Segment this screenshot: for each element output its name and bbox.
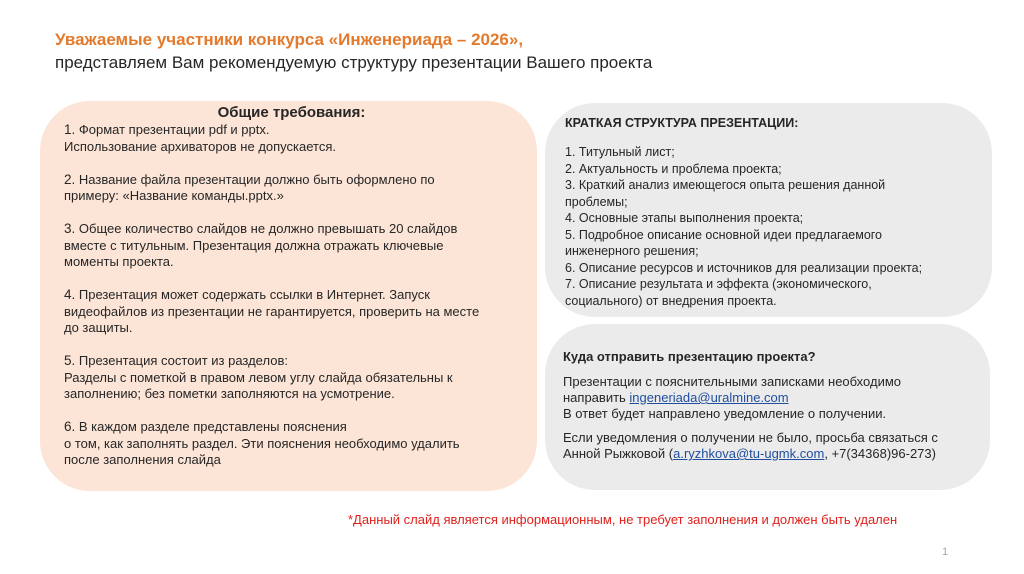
page-number: 1 [942, 546, 949, 558]
requirement-number: 5. [64, 353, 76, 368]
requirements-heading: Общие требования: [217, 104, 366, 121]
requirement-text: вместе с титульным. Презентация должна отражать ключевые [64, 237, 444, 253]
requirement-text: заполнению; без пометки заполняются на усмотрение. [64, 386, 395, 401]
structure-item: 7. Описание результата и эффекта (экономического, [565, 277, 872, 291]
requirements-panel [40, 101, 537, 491]
structure-title: КРАТКАЯ СТРУКТУРА ПРЕЗЕНТАЦИИ: [565, 116, 799, 130]
structure-item: инженерного решения; [565, 244, 699, 258]
requirement-text: Общее количество слайдов не должно превышать 20 слайдов [78, 221, 458, 236]
slide-subtitle: представляем Вам рекомендуемую структуру презентации Вашего проекта [55, 53, 653, 72]
requirements-list [64, 122, 517, 469]
requirement-line [64, 370, 517, 387]
slide-title: Уважаемые участники конкурса «Инженериада – 2026», [55, 30, 524, 49]
requirement-text: видеофайлов из презентации не гарантируется, проверить на месте [64, 303, 480, 319]
structure-panel [545, 103, 992, 317]
requirement-line [64, 287, 517, 304]
send-line [563, 390, 970, 406]
requirement-line [64, 172, 517, 189]
requirement-text: Презентация может содержать ссылки в Интернет. Запуск [78, 287, 430, 302]
send-line: Презентации с пояснительными записками необходимо [563, 374, 901, 389]
requirement-number: 1. [64, 122, 76, 137]
send-paragraph-2 [563, 430, 970, 462]
requirement-text: Название файла презентации должно быть оформлено по [78, 171, 435, 187]
requirement-line [64, 221, 517, 238]
requirement-line [64, 188, 517, 205]
email-link-ingeneriada[interactable]: ingeneriada@uralmine.com [629, 390, 789, 405]
requirement-text: после заполнения слайда [64, 452, 221, 467]
footnote: *Данный слайд является информационным, не требует заполнения и должен быть удален [348, 512, 898, 527]
structure-item: 5. Подробное описание основной идеи предлагаемого [565, 227, 883, 242]
structure-item: 2. Актуальность и проблема проекта; [565, 161, 782, 176]
structure-item: 3. Краткий анализ имеющегося опыта решения данной [565, 178, 886, 192]
send-text-prefix: Анной Рыжковой ( [563, 446, 674, 461]
requirement-item [64, 122, 517, 155]
send-line [563, 446, 970, 462]
requirement-line [64, 419, 517, 436]
requirement-text: о том, как заполнять раздел. Эти пояснения необходимо удалить [64, 435, 460, 451]
requirement-line [64, 304, 517, 321]
requirement-number: 4. [64, 287, 76, 302]
requirement-line [64, 353, 517, 370]
email-link-ryzhkova[interactable]: a.ryzhkova@tu-ugmk.com [673, 446, 825, 461]
requirement-text: Разделы с пометкой в правом левом углу слайда обязательны к [64, 369, 453, 385]
send-title: Куда отправить презентацию проекта? [563, 349, 816, 364]
send-paragraph-1 [563, 374, 970, 422]
requirement-text: до защиты. [64, 320, 133, 335]
requirement-item [64, 172, 517, 205]
send-line: В ответ будет направлено уведомление о получении. [563, 406, 887, 421]
requirement-item [64, 221, 517, 271]
requirement-text: Формат презентации pdf и pptx. [78, 122, 270, 137]
requirement-line [64, 122, 517, 139]
requirement-line [64, 139, 517, 156]
send-text-prefix: направить [563, 390, 630, 405]
requirement-text: В каждом разделе представлены пояснения [78, 419, 347, 434]
requirement-line [64, 320, 517, 337]
requirement-text: Использование архиваторов не допускается. [64, 138, 336, 154]
requirement-text: моменты проекта. [64, 254, 174, 269]
send-panel [545, 324, 990, 490]
structure-list [565, 144, 972, 309]
requirement-number: 2. [64, 171, 76, 187]
structure-item: 1. Титульный лист; [565, 145, 675, 159]
requirement-line [64, 254, 517, 271]
structure-item: 6. Описание ресурсов и источников для реализации проекта; [565, 260, 923, 275]
requirement-line [64, 452, 517, 469]
send-text-suffix: , +7(34368)96-273) [824, 446, 936, 461]
structure-item: социального) от внедрения проекта. [565, 293, 777, 308]
requirement-line [64, 386, 517, 403]
requirement-number: 6. [64, 419, 76, 434]
requirement-item [64, 419, 517, 469]
requirement-item [64, 353, 517, 403]
requirement-number: 3. [64, 221, 76, 236]
structure-item: проблемы; [565, 194, 628, 209]
requirement-text: примеру: «Название команды.pptx.» [64, 188, 284, 203]
requirement-item [64, 287, 517, 337]
requirement-line [64, 238, 517, 255]
requirement-text: Презентация состоит из разделов: [78, 353, 288, 368]
structure-item: 4. Основные этапы выполнения проекта; [565, 211, 804, 225]
send-line: Если уведомления о получении не было, просьба связаться с [563, 430, 938, 445]
requirement-line [64, 436, 517, 453]
